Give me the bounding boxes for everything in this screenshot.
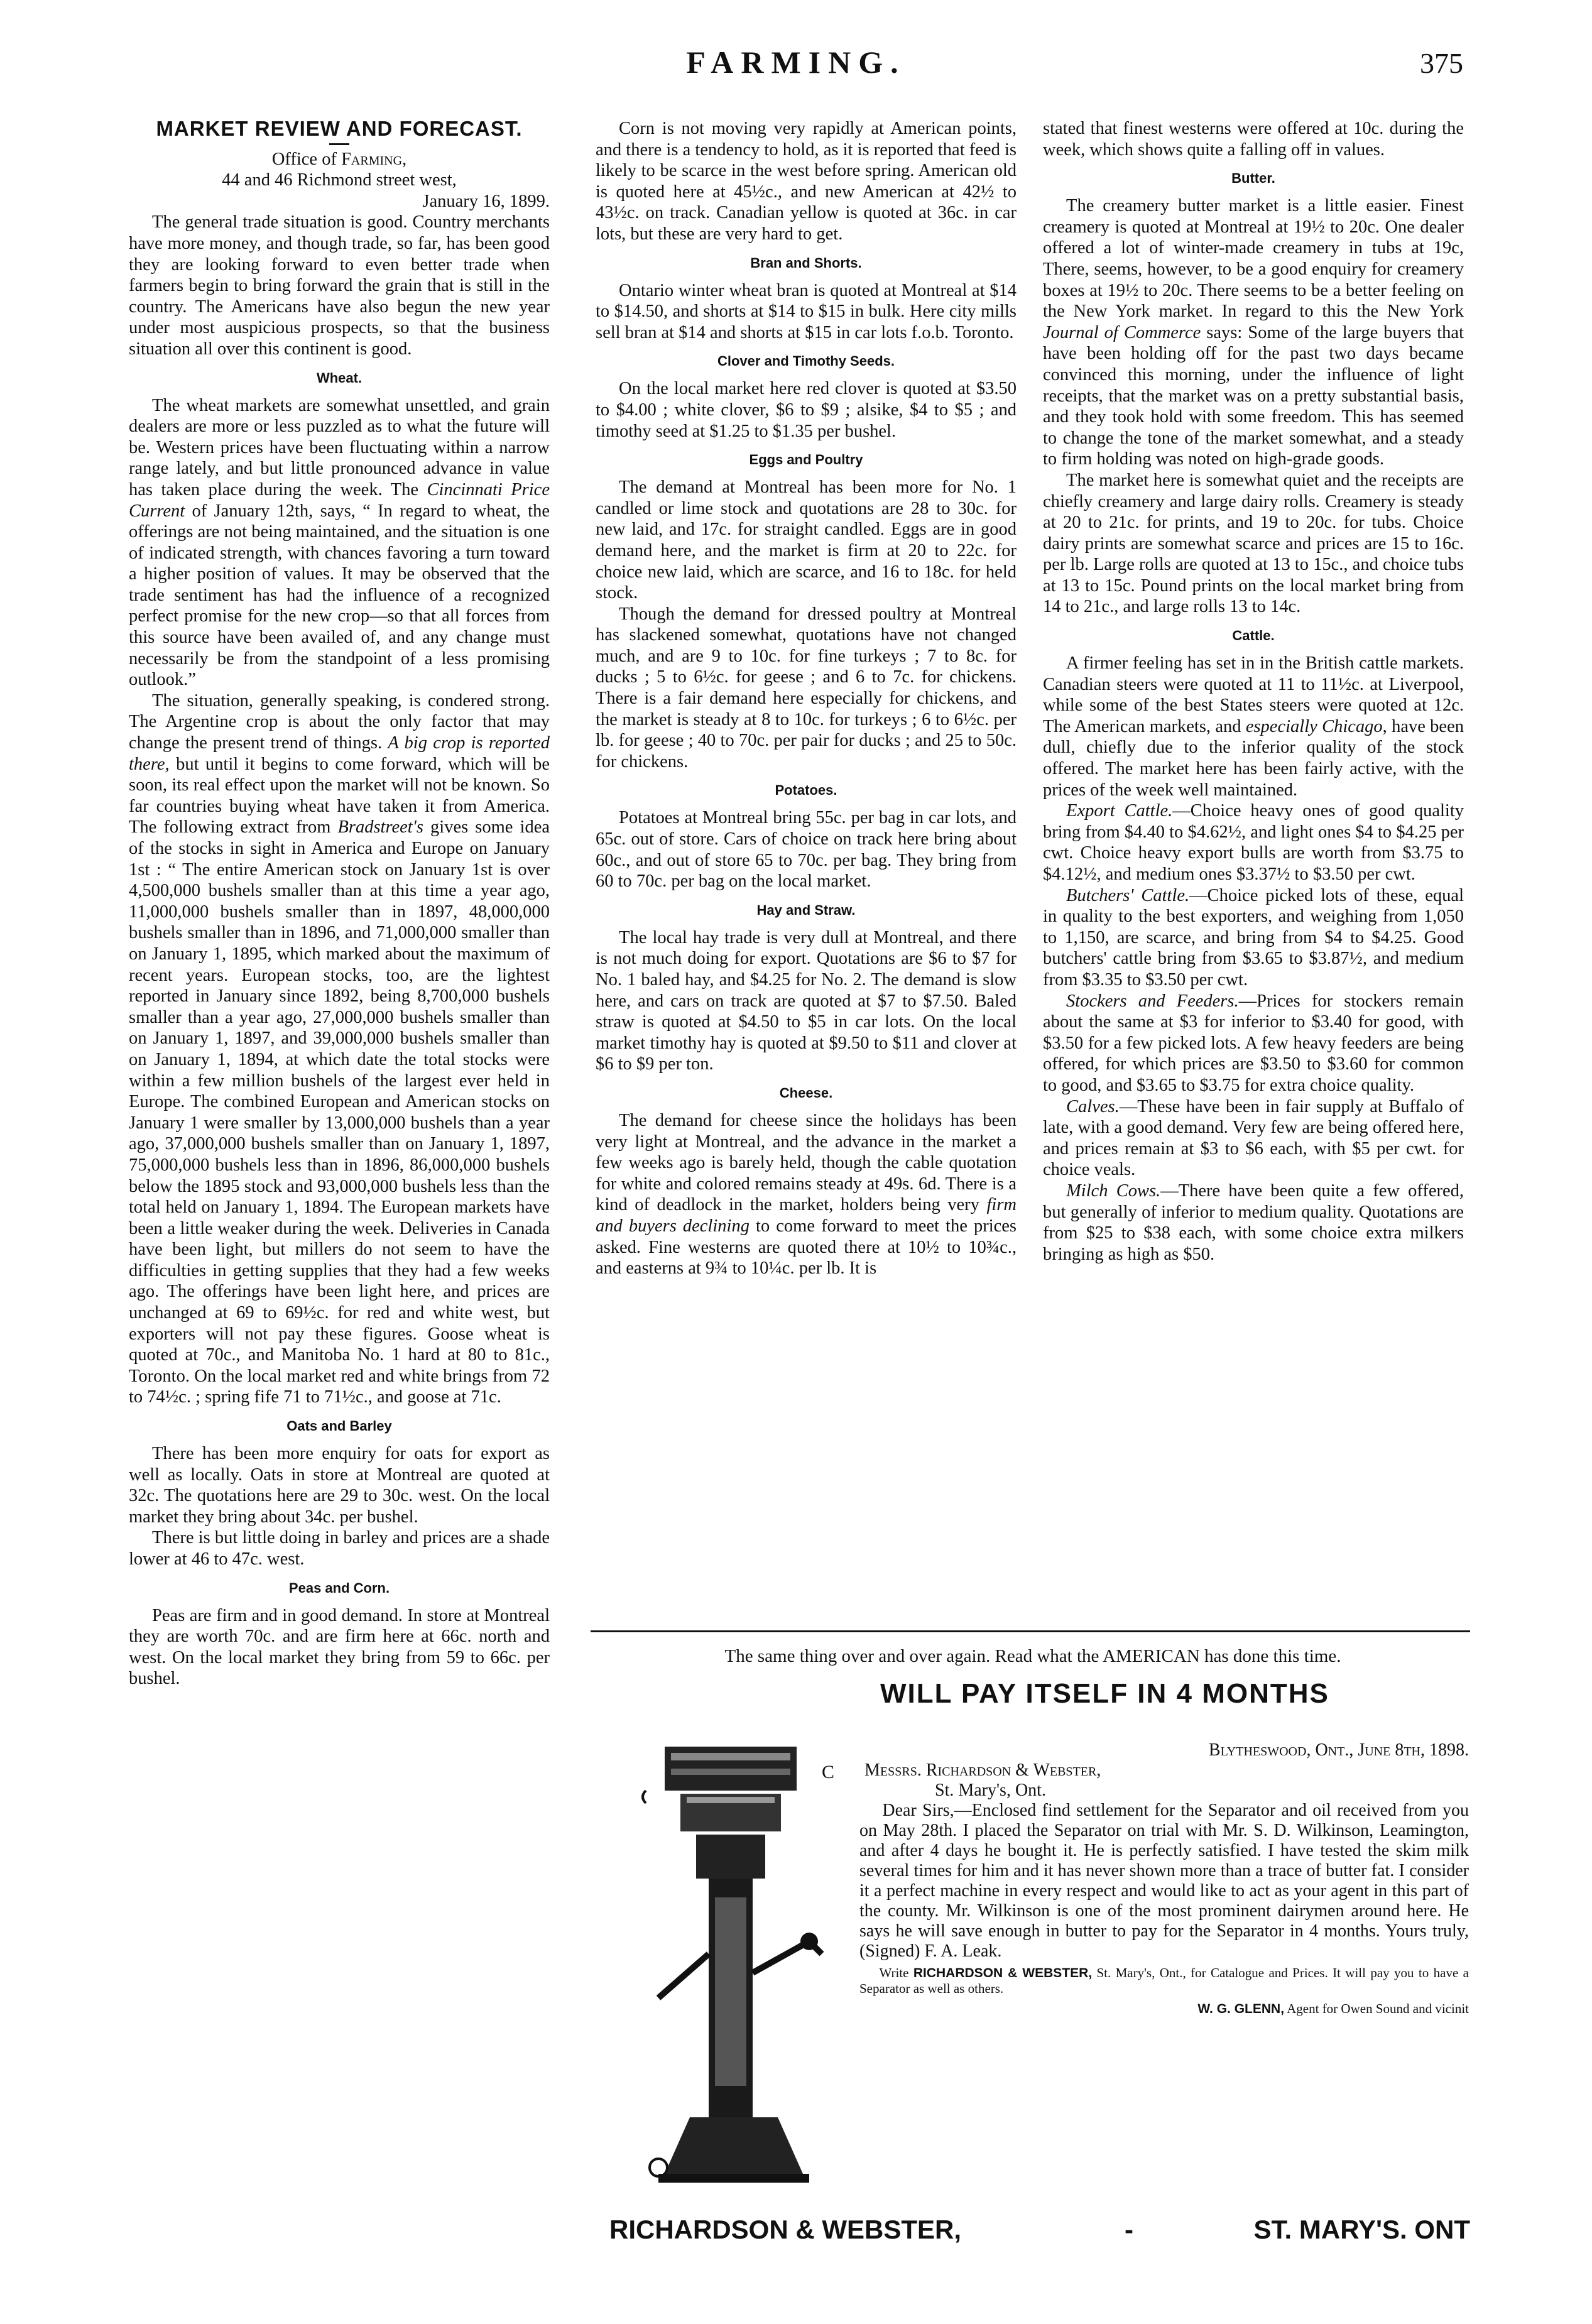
peas-heading: Peas and Corn.: [288, 1579, 390, 1596]
butter-p1-em: Journal of Commerce: [1043, 322, 1201, 342]
export-cattle-text: —Choice heavy ones of good quality bring from $4.40 to $4.62½, and light ones $4 to $4.25 per cwt. Choice heavy export bulls are worth from $3.75 to $4.12½, and medium ones $3.37½ to $3.50 per cwt.: [1043, 801, 1464, 884]
cattle-p1-b: , have been dull, chiefly due to the inferior quality of the stock offered. The market here has been fairly active, with the prices of the week well maintained.: [1043, 716, 1464, 800]
stockers-label: Stockers and Feeders.: [1066, 991, 1239, 1011]
stockers-paragraph: [1043, 991, 1464, 1096]
office-suffix: ,: [402, 149, 407, 169]
export-cattle-paragraph: [1043, 800, 1464, 885]
oats-heading: Oats and Barley: [286, 1418, 392, 1434]
column-left: [129, 118, 550, 2286]
hay-paragraph: The local hay trade is very dull at Montreal, and there is not much doing for export. Quotations are $6 to $7 for No. 1 baled hay, and $4.25 for No. 2. The demand is slow here, and cars on track are quoted at $7 to $7.50. Baled straw is quoted at $4.50 to $5 in car lots. On the local market timothy hay is quoted at $9.50 to $11 and clover at $6 to $9 per ton.: [596, 927, 1017, 1074]
cattle-heading: Cattle.: [1232, 628, 1275, 644]
signature-firm: RICHARDSON & WEBSTER,: [609, 2215, 962, 2244]
eggs-paragraph-1: The demand at Montreal has been more for No. 1 candled or lime stock and quotations are 28 to 30c. for new laid, and 17c. for straight candled. Eggs are in good demand here, and the market is firm at 20 to 22c. for choice new laid, which are scarce, and 16 to 18c. for held stock.: [596, 477, 1017, 603]
calves-text: —These have been in fair supply at Buffalo of late, with a good demand. Very few are being offered here, and prices remain at $3 to $6 each, with $5 per cwt. for choice veals.: [1043, 1096, 1464, 1180]
butter-paragraph-1: [1043, 195, 1464, 470]
oats-paragraph-2: There is but little doing in barley and prices are a shade lower at 46 to 47c. west.: [129, 1528, 550, 1569]
letter-date: Blytheswood, Ont., June 8th, 1898.: [1208, 1740, 1469, 1760]
wheat-p1-em: Cincinnati Price Current: [129, 479, 550, 521]
testimonial-letter: [859, 1740, 1469, 2019]
running-head: [0, 44, 1592, 88]
wheat-p2-em2: Bradstreet's: [337, 817, 423, 837]
illustration-label: C: [822, 1762, 835, 1782]
clover-heading: Clover and Timothy Seeds.: [717, 353, 895, 369]
potatoes-heading: Potatoes.: [775, 782, 837, 799]
corn-paragraph: Corn is not moving very rapidly at American points, and there is a tendency to hold, as it is reported that feed is likely to be scarce in the west before spring. American old is quoted here at 45½c., and new American at 42½ to 43½c. on track. Canadian yellow is quoted at 36c. in car lots, but these are very hard to get.: [596, 119, 1017, 244]
oats-paragraph-1: There has been more enquiry for oats for export as well as locally. Oats in store at Montreal are quoted at 32c. The quotations here are 29 to 30c. west. On the local market they bring about 34c. per bushel.: [129, 1444, 550, 1527]
letter-city: St. Mary's, Ont.: [935, 1781, 1046, 1800]
article-title: MARKET REVIEW AND FORECAST.: [156, 117, 523, 140]
milch-cows-text: —There have been quite a few offered, but generally of inferior to medium quality. Quotations are from $25 to $38 each, with some choice extra milkers bringing as high as $50.: [1043, 1181, 1464, 1264]
wheat-paragraph-1: [129, 395, 550, 690]
wheat-p2-em: A big crop is reported there,: [129, 733, 550, 774]
agent-line: [859, 1999, 1469, 2019]
title-dash: [329, 143, 349, 145]
butchers-cattle-paragraph: [1043, 885, 1464, 991]
butter-p1-a: The creamery butter market is a little easier. Finest creamery is quoted at Montreal at 19½ to 20c. One dealer offered a lot of winter-made creamery in tubs at 19c, There, seems, however, to be a good enquiry for creamery boxes at 19½ to 20c. There seems to be a better feeling on the New York market. In regard to this the New York: [1043, 196, 1464, 322]
ad-headline: WILL PAY ITSELF IN 4 MONTHS: [880, 1678, 1329, 1709]
agent-rest: Agent for Owen Sound and vicinit: [1284, 2001, 1469, 2016]
column-right: [1043, 118, 1464, 1620]
intro-paragraph: The general trade situation is good. Country merchants have more money, and though trade, so far, has been good they are looking forward to even better trade when farmers begin to bring forward the grain that is still in the country. The Americans have also begun the new year under most auspicious prospects, so that the business situation all over this continent is good.: [129, 212, 550, 359]
ad-tagline: The same thing over and over again. Read what the AMERICAN has done this time.: [724, 1646, 1341, 1666]
export-cattle-label: Export Cattle.: [1066, 801, 1173, 821]
peas-paragraph: Peas are firm and in good demand. In store at Montreal they are worth 70c. and are firm here at 66c. north and west. On the local market they bring from 59 to 66c. per bushel.: [129, 1605, 550, 1689]
wheat-p2-a: The situation, generally speaking, is condered strong. The Argentine crop is about the only factor that may change the present trend of things.: [129, 690, 550, 753]
wheat-p2-c: gives some idea of the stocks in sight in America and Europe on January 1st : “ The entire American stock on January 1st is over 4,500,000 bushels smaller than at this time a year ago, 11,000,000 bushels smaller than in 1897, 48,000,000 bushels smaller than in 1896, and 71,000,000 smaller than on January 1, 1895, which marked about the maximum of recent years. European stocks, too, are the lightest reported in January since 1892, being 8,700,000 bushels smaller than a year ago, 27,000,000 bushels smaller than on January 1, 1897, and 39,000,000 bushels smaller than on January 1, 1894, at which date the total stocks were within a few million bushels of the largest ever held in Europe. The combined European and American stocks on January 1 were smaller by 13,000,000 bushels than a year ago, 37,000,000 bushels smaller than on January 1, 1897, 75,000,000 bushels less than in 1896, 86,000,000 bushels below the 1895 stock and 93,000,000 bushels less than the total held on January 1, 1894. The European markets have been a little weaker during the week. Deliveries in Canada have been light, but millers do not seem to have the difficulties in getting supplies that they had a few weeks ago. The offerings have been light here, and prices are unchanged at 69 to 69½c. for red and white west, but exporters will not pay these figures. Goose wheat is quoted at 70c., and Manitoba No. 1 hard at 80 to 81c., Toronto. On the local market red and white brings from 72 to 74½c. ; spring fife 71 to 71½c., and goose at 71c.: [129, 817, 550, 1407]
eggs-paragraph-2: Though the demand for dressed poultry at Montreal has slackened somewhat, quotations have not changed much, and are 9 to 10c. for fine turkeys ; 7 to 8c. for ducks ; 5 to 6½c. for geese ; and 6 to 7c. for chickens. There is a fair demand here especially for chickens, and the market is steady at 8 to 10c. for turkeys ; 6 to 6½c. per lb. for geese ; 40 to 70c. per pair for ducks ; and 25 to 50c. for chickens.: [596, 604, 1017, 772]
cheese-p-a: The demand for cheese since the holidays has been very light at Montreal, and the advance in the market a few weeks ago is barely held, though the cable quotation for white and colored remains steady at 49s. 6d. There is a kind of deadlock in the market, holders being very: [596, 1110, 1017, 1215]
milch-cows-paragraph: [1043, 1181, 1464, 1265]
wheat-p1-b: of January 12th, says, “ In regard to wheat, the offerings are not being maintained, and the situation is one of indicated strength, with chances favoring a turn toward a higher position of values. It may be observed that the trade sentiment has had the influence of a recognized perfect promise for the new crop—so that all forces from this source have been availed of, and any change must necessarily be from the standpoint of a less promising outlook.”: [129, 501, 550, 690]
cheese-heading: Cheese.: [779, 1084, 833, 1101]
wheat-paragraph-2: [129, 690, 550, 1408]
office-line: [129, 149, 550, 170]
signature-city: ST. MARY'S. ONT: [1253, 2215, 1470, 2244]
advertisement-rule: [591, 1630, 1470, 1632]
eggs-heading: Eggs and Poultry: [749, 452, 863, 468]
page-number: 375: [1420, 47, 1463, 79]
potatoes-paragraph: Potatoes at Montreal bring 55c. per bag in car lots, and 65c. out of store. Cars of choice on track here bring about 60c., and out of store 65 to 70c. per bag. They bring from 60 to 70c. per bag on the local market.: [596, 808, 1017, 892]
write-firm: RICHARDSON & WEBSTER,: [913, 1966, 1093, 1980]
clover-paragraph: On the local market here red clover is quoted at $3.50 to $4.00 ; white clover, $6 to $9 ; alsike, $4 to $5 ; and timothy seed at $1.25 to $1.35 per bushel.: [596, 379, 1017, 441]
cheese-p-em: firm and buyers declining: [596, 1195, 1017, 1236]
hay-heading: Hay and Straw.: [756, 902, 856, 918]
cheese-p-b: to come forward to meet the prices asked. Fine westerns are quoted there at 10½ to 10¾c., and easterns at 9¾ to 10¼c. per lb. It is: [596, 1216, 1017, 1279]
running-title: FARMING.: [686, 45, 906, 80]
cattle-paragraph: [1043, 653, 1464, 800]
write-rest: St. Mary's, Ont., for Catalogue and Prices. It will pay you to have a Separator as well as others.: [859, 1965, 1469, 1996]
calves-label: Calves.: [1066, 1096, 1120, 1116]
butchers-cattle-text: —Choice picked lots of these, equal in quality to the best exporters, and weighing from 1,050 to 1,150, are scarce, and bring from $4 to $4.25. Good butchers' cattle bring from $3.65 to $3.87½, and medium from $3.35 to $3.50 per cwt.: [1043, 885, 1464, 990]
office-name: Farming: [341, 149, 403, 169]
write-label: Write: [879, 1965, 913, 1980]
office-date: January 16, 1899.: [422, 191, 550, 211]
calves-paragraph: [1043, 1096, 1464, 1181]
wheat-p1-a: The wheat markets are somewhat unsettled, and grain dealers are more or less puzzled as to what the future will be. Western prices have been fluctuating within a narrow range lately, and but little pronounced advance in value has taken place during the week. The: [129, 395, 550, 499]
office-prefix: Office of: [271, 149, 342, 169]
butter-paragraph-2: The market here is somewhat quiet and the receipts are chiefly creamery and large dairy rolls. Creamery is steady at 20 to 21c. for prints, and 19 to 20c. for tubs. Choice dairy prints are somewhat scarce and prices are 15 to 16c. per lb. Large rolls are quoted at 13 to 15c., and choice tubs at 13 to 15c. Pound prints on the local market bring from 14 to 21c., and large rolls 13 to 14c.: [1043, 470, 1464, 617]
bran-paragraph: Ontario winter wheat bran is quoted at Montreal at $14 to $14.50, and shorts at $14 to $15 in bulk. Here city mills sell bran at $14 and shorts at $15 in car lots f.o.b. Toronto.: [596, 280, 1017, 342]
agent-name: W. G. GLENN,: [1197, 2002, 1285, 2016]
ad-signature: [609, 2215, 1470, 2246]
column-middle: [596, 118, 1017, 1620]
cattle-p1-em: especially Chicago: [1245, 716, 1383, 736]
wheat-heading: Wheat.: [316, 369, 363, 386]
advertisement: [596, 1646, 1470, 2244]
butchers-cattle-label: Butchers' Cattle.: [1066, 885, 1190, 905]
cream-separator-illustration: [621, 1734, 847, 2212]
write-line: [859, 1965, 1469, 1996]
letter-addressee: Messrs. Richardson & Webster,: [864, 1760, 1101, 1780]
butter-p1-b: says: Some of the large buyers that have been holding off for the past two days became convinced this morning, under the influence of light receipts, that the market was on a pretty substantial basis, and they took hold with some freedom. This has seemed to change the tone of the market somewhat, and a steady to firm holding was noted on high-grade goods.: [1043, 322, 1464, 469]
continued-paragraph: stated that finest westerns were offered at 10c. during the week, which shows quite a falling off in values.: [1043, 119, 1464, 160]
signature-dash: -: [1125, 2215, 1133, 2244]
milch-cows-label: Milch Cows.: [1066, 1181, 1161, 1201]
cattle-p1-a: A firmer feeling has set in in the British cattle markets. Canadian steers were quoted at 11 to 11½c. at Liverpool, while some of the best States steers were quoted at 12c. The American markets, and: [1043, 653, 1464, 736]
butter-heading: Butter.: [1231, 170, 1275, 187]
bran-heading: Bran and Shorts.: [750, 254, 862, 271]
wheat-p2-b: but until it begins to come forward, which will be soon, its real effect upon the market will not be known. So far countries buying wheat have taken it from America. The following extract from: [129, 754, 550, 837]
stockers-text: —Prices for stockers remain about the same at $3 for inferior to $3.40 for good, with $3.50 for a few picked lots. A few heavy feeders are being offered, for which prices are $3.50 to $3.60 for common to good, and $3.65 to $3.75 for extra choice quality.: [1043, 991, 1464, 1095]
cheese-paragraph: [596, 1110, 1017, 1279]
office-address: 44 and 46 Richmond street west,: [222, 170, 457, 190]
letter-body: Dear Sirs,—Enclosed find settlement for the Separator and oil received from you on May 28th. I placed the Separator on trial with Mr. S. D. Wilkinson, Leamington, and after 4 days he bought it. He is perfectly satisfied. I have tested the skim milk several times for him and it has never shown more than a trace of butter fat. I consider it a perfect machine in every respect and would like to act as your agent in this part of the county. Mr. Wilkinson is one of the most prominent dairymen around here. He says he will save enough in butter to pay for the Separator in 4 months. Yours truly, (Signed) F. A. Leak.: [859, 1801, 1469, 1961]
